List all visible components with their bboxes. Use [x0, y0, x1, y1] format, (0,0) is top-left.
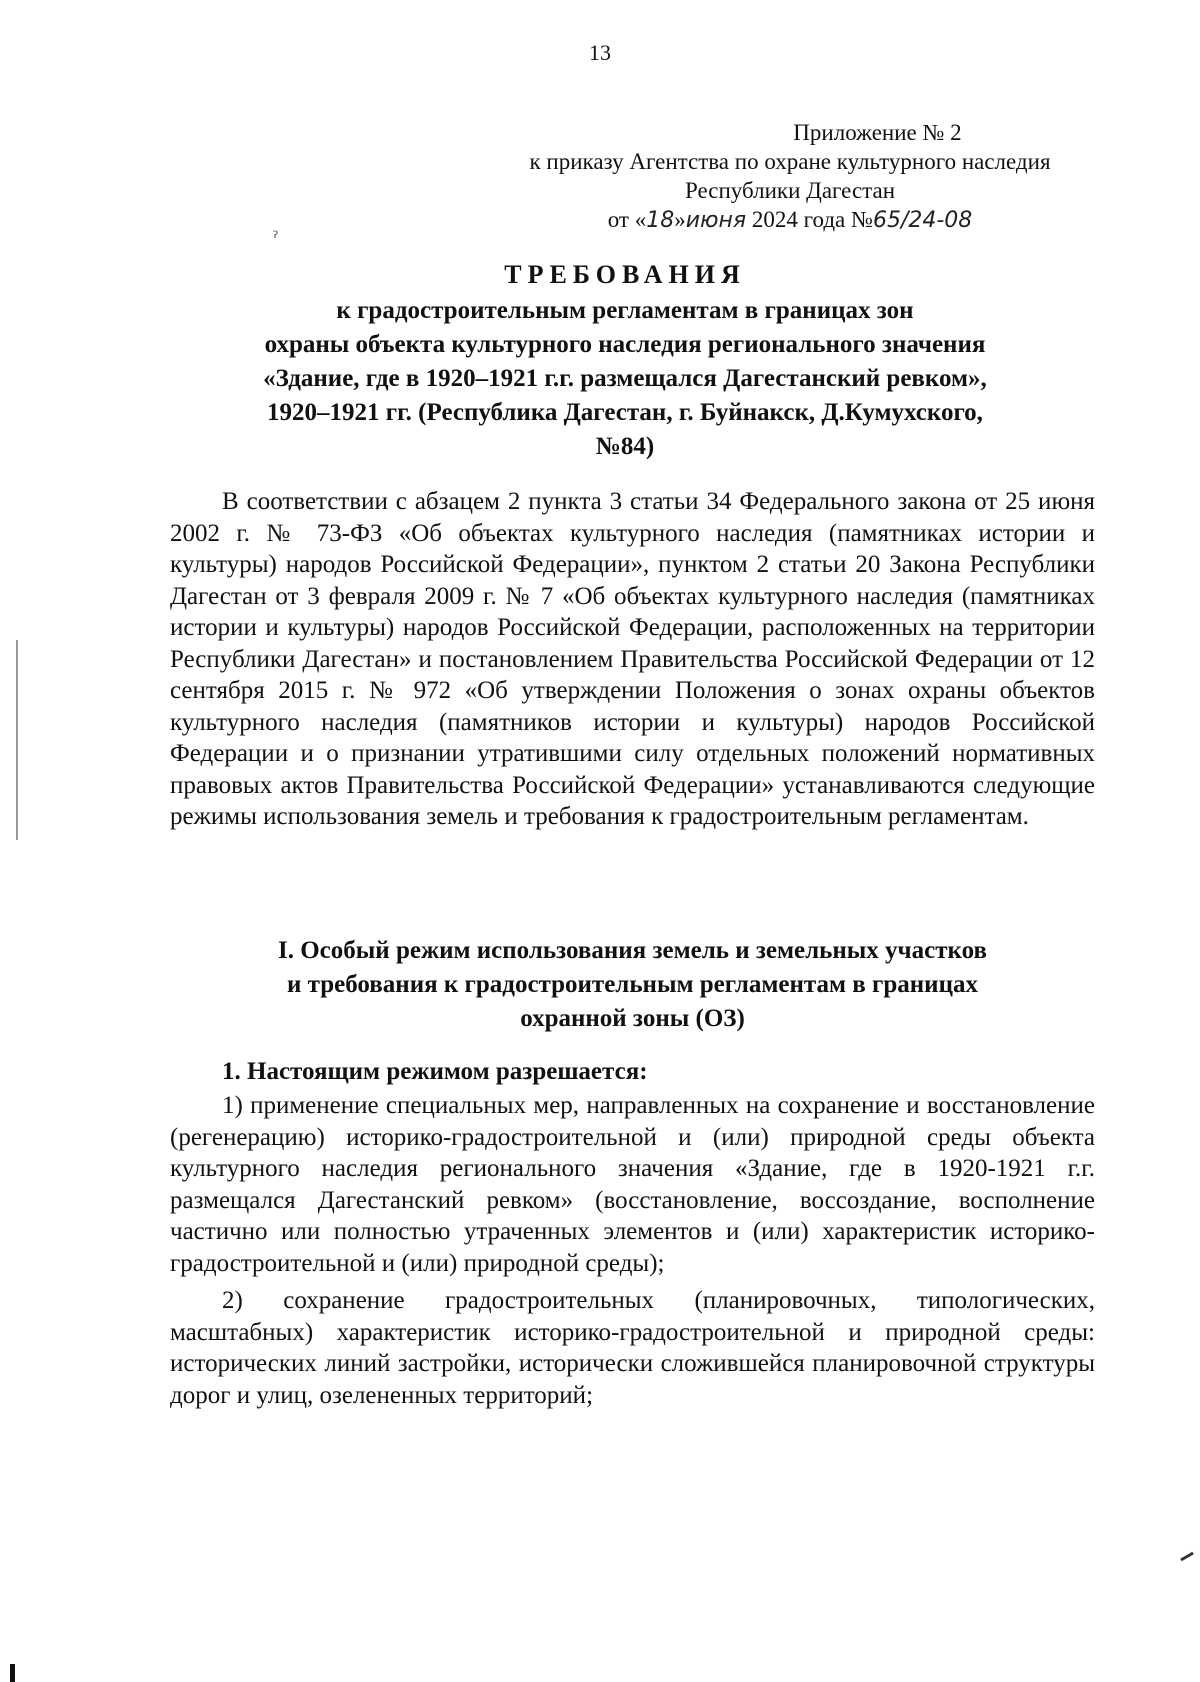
title-line-4: 1920–1921 гг. (Республика Дагестан, г. Буйнакск, Д.Кумухского, — [267, 399, 983, 426]
page-number: 13 — [589, 40, 611, 65]
title-line-5: №84) — [595, 433, 655, 460]
clause-heading: 1. Настоящим режимом разрешается: — [222, 1058, 648, 1085]
document-title — [150, 258, 1100, 464]
title-line-3: «Здание, где в 1920–1921 г.г. размещался Дагестанский ревком», — [263, 365, 987, 392]
date-year: 2024 года № — [746, 207, 873, 232]
appendix-title: Приложение № 2 — [793, 120, 962, 145]
title-main: ТРЕБОВАНИЯ — [504, 260, 746, 289]
scan-margin-line — [16, 640, 18, 840]
title-line-2: охраны объекта культурного наследия регионального значения — [264, 331, 986, 358]
handwritten-order-number: 65/24-08 — [872, 208, 973, 233]
scan-corner-mark — [10, 1664, 15, 1682]
appendix-agency: Республики Дагестан — [685, 178, 895, 203]
scan-right-mark — [1180, 1552, 1194, 1562]
appendix-order-ref: к приказу Агентства по охране культурного наследия — [529, 149, 1051, 174]
section-heading-line-3: охранной зоны (ОЗ) — [520, 1005, 745, 1032]
clause-items — [170, 1090, 1095, 1417]
scan-artifact-mark: ˀ — [272, 228, 279, 249]
date-prefix: от « — [607, 207, 647, 232]
appendix-date-line — [490, 205, 1090, 235]
clause-item-2: 2) сохранение градостроительных (планировочных, типологических, масштабных) характеристик историко-градостроительной и природной среды: исторических линий застройки, исторически сложившейся планировочной структуры дорог и улиц, озелененных территорий; — [170, 1287, 1095, 1409]
clause-item-1: 1) применение специальных мер, направленных на сохранение и восстановление (регенерацию) историко-градостроительной и (или) природной среды объекта культурного наследия регионального значения «Здание, где в 1920-1921 г.г. размещался Дагестанский ревком» (восстановление, воссоздание, восполнение частично или полностью утраченных элементов и (или) характеристик историко-градостроительной и (или) природной среды); — [170, 1092, 1095, 1277]
date-mid: » — [674, 207, 686, 232]
section-heading-line-2: и требования к градостроительным регламентам в границах — [287, 971, 978, 998]
section-heading-line-1: I. Особый режим использования земель и земельных участков — [278, 937, 987, 964]
intro-section — [170, 486, 1095, 833]
handwritten-month: июня — [685, 208, 747, 233]
section-heading — [170, 934, 1095, 1036]
intro-paragraph: В соответствии с абзацем 2 пункта 3 статьи 34 Федерального закона от 25 июня 2002 г. № 73-ФЗ «Об объектах культурного наследия (памятниках истории и культуры) народов Российской Федерации», пунктом 2 статьи 20 Закона Республики Дагестан от 3 февраля 2009 г. № 7 «Об объектах культурного наследия (памятниках истории и культуры) народов Российской Федерации, расположенных на территории Республики Дагестан» и постановлением Правительства Российской Федерации от 12 сентября 2015 г. № 972 «Об утверждении Положения о зонах охраны объектов культурного наследия (памятников истории и культуры) народов Российской Федерации и о признании утратившими силу отдельных положений нормативных правовых актов Правительства Российской Федерации» устанавливаются следующие режимы использования земель и требования к градостроительным регламентам. — [170, 488, 1095, 830]
title-line-1: к градостроительным регламентам в границах зон — [336, 297, 914, 324]
handwritten-day: 18 — [646, 208, 675, 233]
appendix-header — [490, 118, 1090, 235]
